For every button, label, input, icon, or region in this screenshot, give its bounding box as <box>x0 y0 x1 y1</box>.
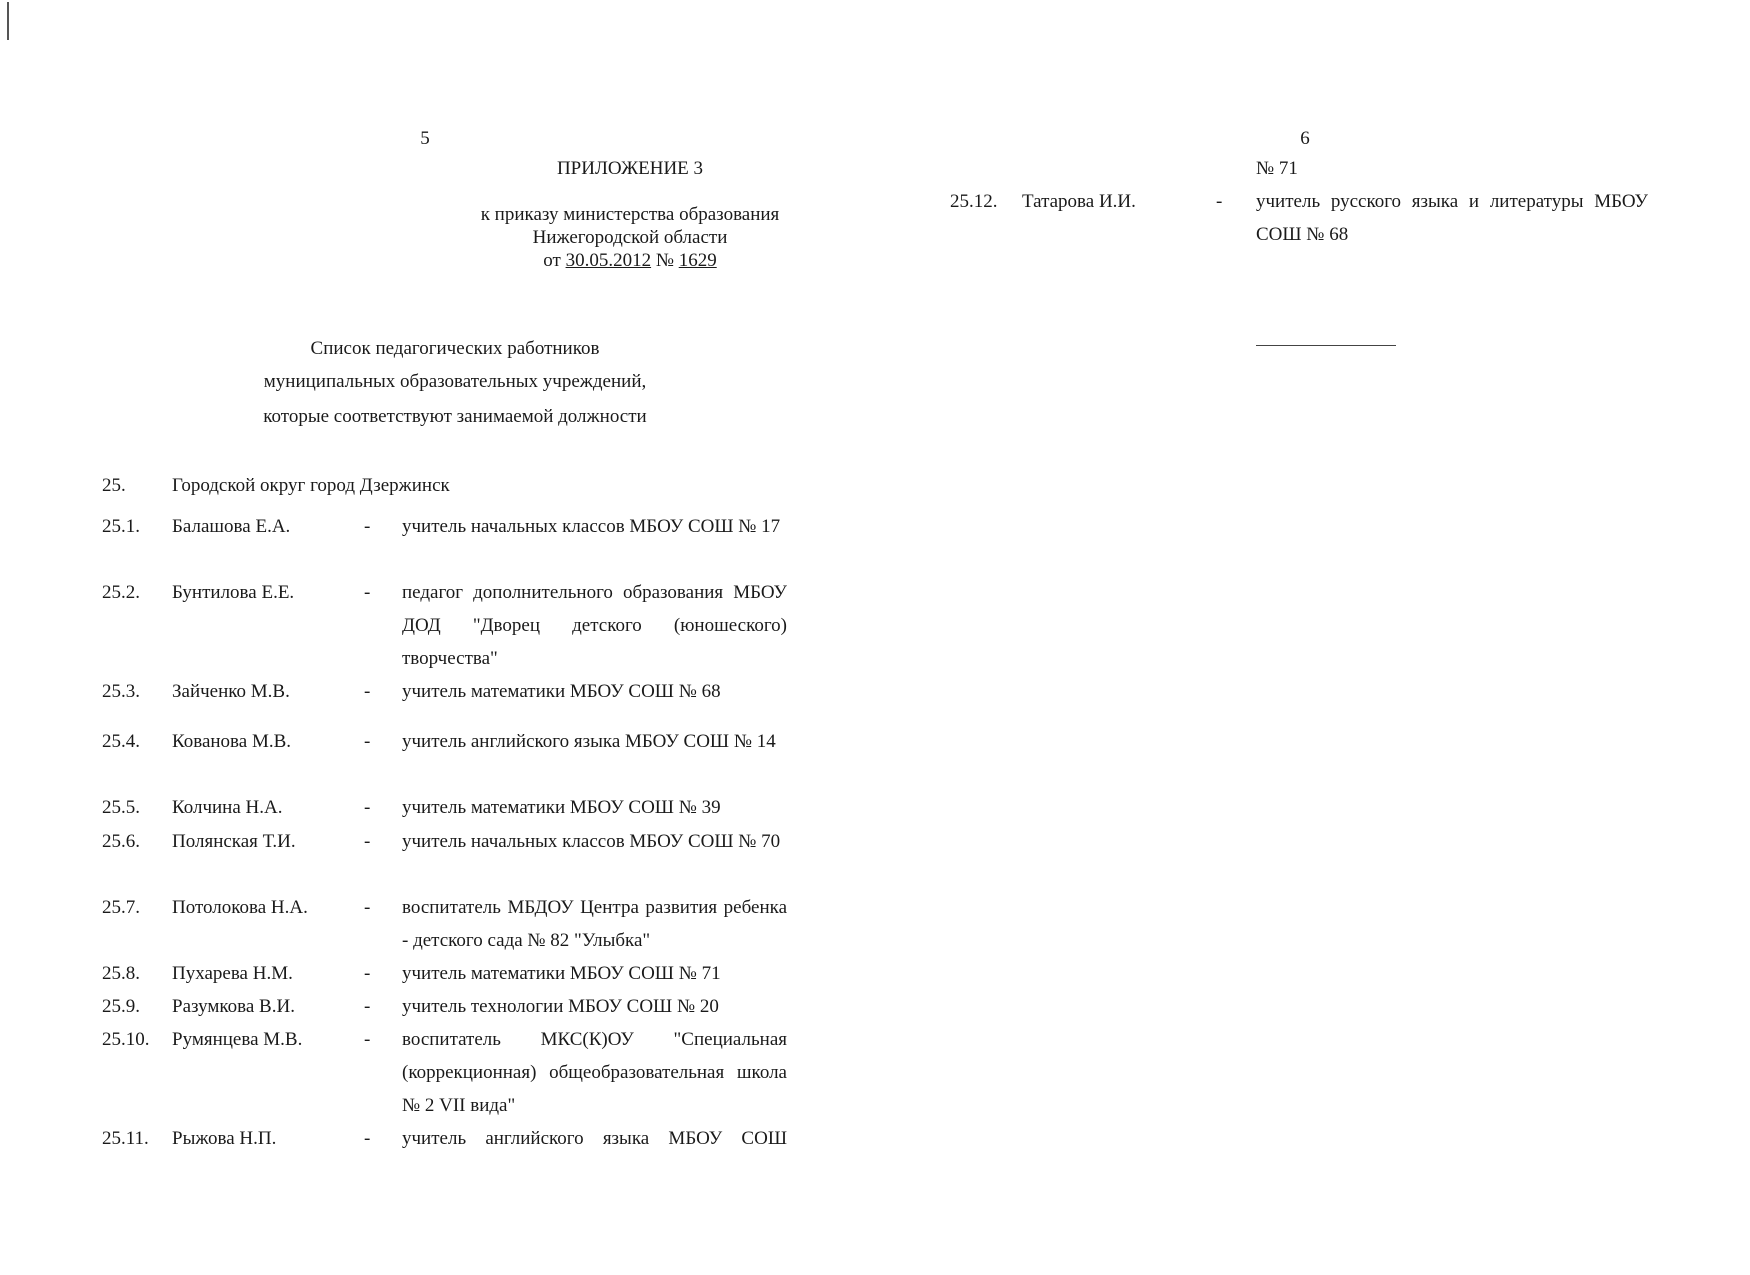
entry-dash: - <box>364 797 371 818</box>
entry-description: воспитатель МКС(К)ОУ "Специальная (коррекционная) общеобразовательная школа № 2 VII вида" <box>402 1029 787 1116</box>
entry-number: 25.10. <box>102 1029 150 1050</box>
entry-number: 25.2. <box>102 582 140 603</box>
order-number: 1629 <box>678 250 717 271</box>
entry-name: Кованова М.В. <box>172 731 292 752</box>
list-title-line-3: которые соответствуют занимаемой должности <box>263 406 647 427</box>
entry-description: учитель математики МБОУ СОШ № 68 <box>402 681 721 702</box>
entry-name: Полянская Т.И. <box>172 831 296 852</box>
order-date: 30.05.2012 <box>565 250 652 271</box>
entry-name: Потолокова Н.А. <box>172 897 308 918</box>
order-line-2: Нижегородской области <box>532 227 728 248</box>
scan-artifact-line <box>7 2 9 40</box>
order-no-prefix: № <box>655 250 674 271</box>
entry-dash: - <box>364 831 371 852</box>
page-number: 5 <box>420 128 430 149</box>
list-title-line-1: Список педагогических работников <box>310 338 600 359</box>
entry-description: воспитатель МБДОУ Центра развития ребенка - детского сада № 82 "Улыбка" <box>402 897 787 951</box>
entry-number: 25.11. <box>102 1128 149 1149</box>
entry-name: Рыжова Н.П. <box>172 1128 277 1149</box>
section-name: Городской округ город Дзержинск <box>172 475 450 496</box>
entry-description: учитель английского языка МБОУ СОШ № 14 <box>402 731 776 752</box>
entry-dash: - <box>1216 191 1223 212</box>
entry-number: 25.4. <box>102 731 140 752</box>
entry-number: 25.3. <box>102 681 140 702</box>
entry-number: 25.5. <box>102 797 140 818</box>
entry-dash: - <box>364 582 371 603</box>
entry-dash: - <box>364 897 371 918</box>
continuation-text: № 71 <box>1256 158 1298 179</box>
section-number: 25. <box>102 475 126 496</box>
page-number: 6 <box>1300 128 1310 149</box>
end-divider-line <box>1256 345 1396 346</box>
entry-dash: - <box>364 681 371 702</box>
entry-number: 25.1. <box>102 516 140 537</box>
entry-description: учитель технологии МБОУ СОШ № 20 <box>402 996 719 1017</box>
entry-number: 25.6. <box>102 831 140 852</box>
entry-dash: - <box>364 516 371 537</box>
entry-description: учитель математики МБОУ СОШ № 39 <box>402 797 721 818</box>
entry-name: Пухарева Н.М. <box>172 963 293 984</box>
order-date-line <box>440 250 820 272</box>
entry-dash: - <box>364 1029 371 1050</box>
entry-dash: - <box>364 731 371 752</box>
order-date-prefix: от <box>543 250 561 271</box>
entry-name: Татарова И.И. <box>1022 191 1136 212</box>
entry-description: учитель начальных классов МБОУ СОШ № 17 <box>402 516 781 537</box>
entry-name: Балашова Е.А. <box>172 516 291 537</box>
entry-dash: - <box>364 996 371 1017</box>
entry-number: 25.8. <box>102 963 140 984</box>
order-line-1: к приказу министерства образования <box>480 204 780 225</box>
entry-description: учитель начальных классов МБОУ СОШ № 70 <box>402 831 781 852</box>
entry-description: учитель математики МБОУ СОШ № 71 <box>402 963 721 984</box>
entry-name: Колчина Н.А. <box>172 797 283 818</box>
entry-dash: - <box>364 963 371 984</box>
entry-name: Румянцева М.В. <box>172 1029 303 1050</box>
entry-description: учитель русского языка и литературы МБОУ СОШ № 68 <box>1256 191 1648 245</box>
entry-number: 25.7. <box>102 897 140 918</box>
entry-name: Бунтилова Е.Е. <box>172 582 295 603</box>
appendix-title: ПРИЛОЖЕНИЕ 3 <box>556 158 704 179</box>
entry-name: Зайченко М.В. <box>172 681 290 702</box>
entry-name: Разумкова В.И. <box>172 996 295 1017</box>
entry-dash: - <box>364 1128 371 1149</box>
entry-description: учитель английского языка МБОУ СОШ <box>402 1128 787 1149</box>
list-title-line-2: муниципальных образовательных учреждений, <box>263 371 647 392</box>
entry-description: педагог дополнительного образования МБОУ ДОД "Дворец детского (юношеского) творчества" <box>402 582 787 669</box>
entry-number: 25.12. <box>950 191 998 212</box>
entry-number: 25.9. <box>102 996 140 1017</box>
